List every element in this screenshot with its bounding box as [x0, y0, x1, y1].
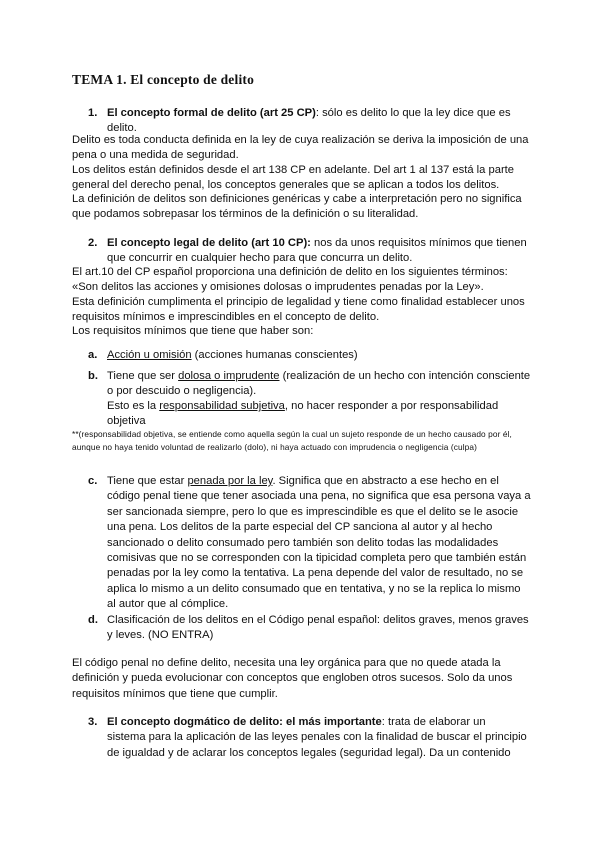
item-a-underlined: Acción u omisión: [107, 349, 192, 361]
section-3-heading-rest: : trata de elaborar un sistema para la aplicación de las leyes penales con la finalidad de buscar el principio de igualdad y de aclarar los conceptos legales (seguridad legal). Da un contenido: [107, 716, 527, 759]
responsibility-note: **(responsabilidad objetiva, se entiende como aquella según la cual un sujeto responde de un hecho causado por él, aunque no haya tenido voluntad de realizarlo (dolo), ni haya actuado con imprudencia o negligencia (culpa): [72, 429, 512, 452]
item-b-pre: Tiene que ser: [107, 370, 179, 382]
section-2-heading: El concepto legal de delito (art 10 CP):: [107, 237, 311, 249]
section-1-heading: El concepto formal de delito (art 25 CP): [107, 107, 316, 119]
section-3-heading: El concepto dogmático de delito: el más importante: [107, 716, 382, 728]
section-2-number: 2.: [88, 237, 98, 249]
section-2-closing: El código penal no define delito, necesita una ley orgánica para que no quede atada la definición y pueda evolucionar con conceptos que engloben otros sucesos. Solo da unos requisitos mínimos que tiene que cumplir.: [72, 657, 513, 700]
item-b-rest-2: , no hacer responder a por responsabilidad objetiva: [107, 400, 499, 428]
section-1-paragraph-2: Los delitos están definidos desde el art 138 CP en adelante. Del art 1 al 137 está la parte general del derecho penal, los conceptos generales que se aplican a todos los delitos.: [72, 164, 514, 192]
item-b-underlined: dolosa o imprudente: [178, 370, 280, 382]
section-3-heading-line: [107, 715, 527, 761]
item-b-rest: (realización de un hecho con intención consciente o por descuido o negligencia).: [107, 370, 531, 398]
section-2-paragraph-1: El art.10 del CP español proporciona una definición de delito en los siguientes términos:: [72, 266, 508, 278]
section-1-paragraph-1: Delito es toda conducta definida en la ley de cuya realización se deriva la imposición de una pena o una medida de seguridad.: [72, 134, 529, 162]
section-2-heading-rest: nos da unos requisitos mínimos que tienen que concurrir en cualquier hecho para que concurra un delito.: [107, 237, 527, 265]
item-a-label: a.: [88, 349, 98, 361]
section-2-paragraph-4: Los requisitos mínimos que tiene que haber son:: [72, 325, 314, 337]
item-b-text: [107, 369, 531, 400]
item-b-text-2: [107, 399, 531, 430]
item-c-text: [107, 474, 531, 613]
section-2-paragraph-2: «Son delitos las acciones y omisiones dolosas o imprudentes penadas por la Ley».: [72, 281, 484, 293]
item-a-rest: (acciones humanas conscientes): [191, 349, 358, 361]
section-1-paragraph-3: La definición de delitos son definiciones genéricas y cabe a interpretación pero no significa que podamos sobrepasar los términos de la definición o su literalidad.: [72, 193, 522, 221]
item-b-label: b.: [88, 370, 98, 382]
item-c-label: c.: [88, 475, 98, 487]
section-2-heading-line: [107, 236, 527, 267]
item-c-rest: . Significa que en abstracto a ese hecho en el código penal tiene que tener asociada una pena, no significa que esa persona vaya a ser sancionada siempre, pero lo que es imprescindible es que el delito se le asocie una pena. Los delitos de la parte especial del CP sanciona al autor y al hecho sancionado o delito consumado pero también son delito todas las modalidades comisivas que no se corresponden con la tipicidad completa pero que también están penadas por la ley como la tentativa. La pena depende del valor de resultado, no se aplica lo mismo a un delito consumado que en tentativa, y no se la replica lo mismo al autor que al cómplice.: [107, 475, 531, 611]
section-1-number: 1.: [88, 107, 98, 119]
item-c-pre: Tiene que estar: [107, 475, 188, 487]
section-3-number: 3.: [88, 716, 98, 728]
section-1-heading-rest: : sólo es delito lo que la ley dice que es delito.: [107, 107, 511, 135]
page-title: TEMA 1. El concepto de delito: [72, 72, 255, 87]
item-d-label: d.: [88, 614, 98, 626]
item-a-text: [107, 348, 531, 363]
item-d-text: Clasificación de los delitos en el Código penal español: delitos graves, menos graves y leves. (NO ENTRA): [107, 614, 529, 642]
item-b-underlined-2: responsabilidad subjetiva: [159, 400, 285, 412]
item-c-underlined: penada por la ley: [187, 475, 273, 487]
item-b-pre-2: Esto es la: [107, 400, 160, 412]
section-2-paragraph-3: Esta definición cumplimenta el principio de legalidad y tiene como finalidad establecer unos requisitos mínimos e imprescindibles en el concepto de delito.: [72, 296, 525, 324]
